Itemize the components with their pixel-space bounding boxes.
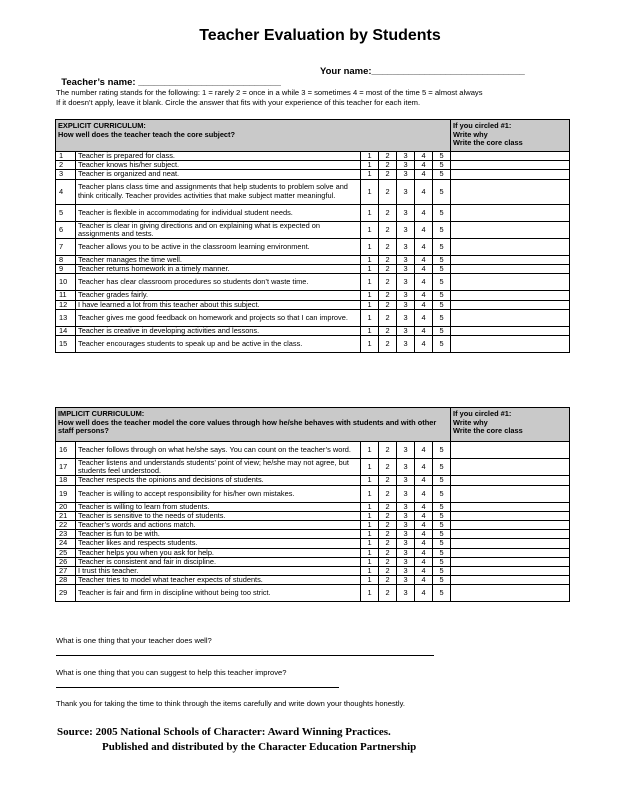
rating-option-2[interactable]: 2 bbox=[379, 539, 397, 548]
item-statement: Teacher respects the opinions and decisions of students. bbox=[76, 476, 361, 485]
item-statement: Teacher encourages students to speak up and be active in the class. bbox=[76, 336, 361, 353]
rating-option-4[interactable]: 4 bbox=[415, 309, 433, 326]
rating-option-3[interactable]: 3 bbox=[397, 557, 415, 566]
rating-option-1[interactable]: 1 bbox=[361, 336, 379, 353]
item-row-19 bbox=[56, 485, 570, 502]
comment-cell[interactable] bbox=[451, 336, 570, 353]
rating-option-5[interactable]: 5 bbox=[433, 300, 451, 309]
rating-option-3[interactable]: 3 bbox=[397, 502, 415, 511]
item-number: 3 bbox=[56, 170, 76, 179]
item-number: 11 bbox=[56, 291, 76, 300]
rating-option-3[interactable]: 3 bbox=[397, 521, 415, 530]
rating-option-3[interactable]: 3 bbox=[397, 530, 415, 539]
comment-cell[interactable] bbox=[451, 161, 570, 170]
rating-option-4[interactable]: 4 bbox=[415, 152, 433, 161]
item-number: 2 bbox=[56, 161, 76, 170]
rating-option-4[interactable]: 4 bbox=[415, 170, 433, 179]
rating-option-4[interactable]: 4 bbox=[415, 274, 433, 291]
item-statement: Teacher returns homework in a timely manner. bbox=[76, 265, 361, 274]
item-statement: Teacher has clear classroom procedures so students don’t waste time. bbox=[76, 274, 361, 291]
rating-option-5[interactable]: 5 bbox=[433, 557, 451, 566]
item-row-25 bbox=[56, 548, 570, 557]
item-statement: Teacher is consistent and fair in discipline. bbox=[76, 557, 361, 566]
rating-option-2[interactable]: 2 bbox=[379, 511, 397, 520]
implicit-side-title: If you circled #1: bbox=[453, 409, 512, 418]
implicit-heading: IMPLICIT CURRICULUM: bbox=[58, 409, 145, 418]
rating-option-2[interactable]: 2 bbox=[379, 476, 397, 485]
comment-cell[interactable] bbox=[451, 576, 570, 585]
rating-option-5[interactable]: 5 bbox=[433, 530, 451, 539]
instructions bbox=[56, 88, 616, 108]
rating-option-4[interactable]: 4 bbox=[415, 161, 433, 170]
item-statement: Teacher is flexible in accommodating for individual student needs. bbox=[76, 204, 361, 221]
rating-option-3[interactable]: 3 bbox=[397, 239, 415, 256]
comment-cell[interactable] bbox=[451, 557, 570, 566]
rating-option-2[interactable]: 2 bbox=[379, 170, 397, 179]
rating-option-3[interactable]: 3 bbox=[397, 336, 415, 353]
item-row-9 bbox=[56, 265, 570, 274]
rating-option-2[interactable]: 2 bbox=[379, 530, 397, 539]
item-statement: Teacher follows through on what he/she says. You can count on the teacher’s word. bbox=[76, 442, 361, 459]
rating-option-2[interactable]: 2 bbox=[379, 585, 397, 602]
item-row-28 bbox=[56, 576, 570, 585]
rating-option-2[interactable]: 2 bbox=[379, 300, 397, 309]
rating-option-2[interactable]: 2 bbox=[379, 291, 397, 300]
rating-option-4[interactable]: 4 bbox=[415, 502, 433, 511]
item-row-10 bbox=[56, 274, 570, 291]
rating-option-1[interactable]: 1 bbox=[361, 309, 379, 326]
rating-option-3[interactable]: 3 bbox=[397, 576, 415, 585]
item-statement: Teacher likes and respects students. bbox=[76, 539, 361, 548]
item-row-29 bbox=[56, 585, 570, 602]
item-number: 14 bbox=[56, 326, 76, 335]
comment-cell[interactable] bbox=[451, 179, 570, 204]
rating-option-3[interactable]: 3 bbox=[397, 548, 415, 557]
rating-option-2[interactable]: 2 bbox=[379, 459, 397, 476]
comment-cell[interactable] bbox=[451, 521, 570, 530]
rating-option-5[interactable]: 5 bbox=[433, 485, 451, 502]
rating-option-4[interactable]: 4 bbox=[415, 476, 433, 485]
item-number: 18 bbox=[56, 476, 76, 485]
comment-cell[interactable] bbox=[451, 442, 570, 459]
rating-option-5[interactable]: 5 bbox=[433, 179, 451, 204]
item-number: 7 bbox=[56, 239, 76, 256]
item-number: 29 bbox=[56, 585, 76, 602]
rating-option-5[interactable]: 5 bbox=[433, 539, 451, 548]
rating-option-5[interactable]: 5 bbox=[433, 521, 451, 530]
rating-option-4[interactable]: 4 bbox=[415, 204, 433, 221]
comment-cell[interactable] bbox=[451, 300, 570, 309]
question-does-well: What is one thing that your teacher does well? bbox=[56, 636, 212, 645]
rating-option-3[interactable]: 3 bbox=[397, 585, 415, 602]
rating-option-2[interactable]: 2 bbox=[379, 309, 397, 326]
item-row-17 bbox=[56, 459, 570, 476]
rating-option-4[interactable]: 4 bbox=[415, 459, 433, 476]
rating-option-1[interactable]: 1 bbox=[361, 442, 379, 459]
rating-option-5[interactable]: 5 bbox=[433, 239, 451, 256]
rating-option-1[interactable]: 1 bbox=[361, 265, 379, 274]
rating-option-4[interactable]: 4 bbox=[415, 179, 433, 204]
rating-option-5[interactable]: 5 bbox=[433, 476, 451, 485]
item-row-16 bbox=[56, 442, 570, 459]
item-statement: Teacher listens and understands students’ point of view; he/she may not agree, but students feel understood. bbox=[76, 459, 361, 476]
explicit-side-header bbox=[451, 120, 570, 152]
implicit-header-row bbox=[56, 408, 570, 442]
rating-option-3[interactable]: 3 bbox=[397, 326, 415, 335]
comment-cell[interactable] bbox=[451, 459, 570, 476]
item-row-12 bbox=[56, 300, 570, 309]
rating-option-1[interactable]: 1 bbox=[361, 239, 379, 256]
rating-option-5[interactable]: 5 bbox=[433, 585, 451, 602]
item-statement: Teacher is sensitive to the needs of students. bbox=[76, 511, 361, 520]
rating-option-4[interactable]: 4 bbox=[415, 530, 433, 539]
implicit-body bbox=[56, 408, 570, 602]
item-statement: Teacher grades fairly. bbox=[76, 291, 361, 300]
thank-you-text: Thank you for taking the time to think through the items carefully and write down your thoughts honestly. bbox=[56, 699, 405, 708]
item-statement: Teacher is fun to be with. bbox=[76, 530, 361, 539]
rating-option-1[interactable]: 1 bbox=[361, 502, 379, 511]
rating-option-2[interactable]: 2 bbox=[379, 567, 397, 576]
rating-option-5[interactable]: 5 bbox=[433, 326, 451, 335]
explicit-side-line2: Write the core class bbox=[453, 138, 523, 148]
rating-option-4[interactable]: 4 bbox=[415, 576, 433, 585]
rating-option-1[interactable]: 1 bbox=[361, 204, 379, 221]
comment-cell[interactable] bbox=[451, 221, 570, 238]
item-number: 17 bbox=[56, 459, 76, 476]
comment-cell[interactable] bbox=[451, 485, 570, 502]
rating-option-3[interactable]: 3 bbox=[397, 459, 415, 476]
implicit-subheading: How well does the teacher model the core values through how he/she behaves with students and with other staff persons? bbox=[58, 417, 437, 436]
rating-option-1[interactable]: 1 bbox=[361, 459, 379, 476]
rating-option-1[interactable]: 1 bbox=[361, 256, 379, 265]
rating-option-1[interactable]: 1 bbox=[361, 548, 379, 557]
item-number: 1 bbox=[56, 152, 76, 161]
rating-option-4[interactable]: 4 bbox=[415, 539, 433, 548]
source-line-2: Published and distributed by the Character Education Partnership bbox=[102, 741, 417, 753]
rating-option-3[interactable]: 3 bbox=[397, 442, 415, 459]
rating-option-3[interactable]: 3 bbox=[397, 511, 415, 520]
item-row-4 bbox=[56, 179, 570, 204]
item-number: 15 bbox=[56, 336, 76, 353]
rating-option-4[interactable]: 4 bbox=[415, 256, 433, 265]
rating-option-3[interactable]: 3 bbox=[397, 221, 415, 238]
rating-option-3[interactable]: 3 bbox=[397, 152, 415, 161]
comment-cell[interactable] bbox=[451, 309, 570, 326]
source-citation bbox=[57, 725, 416, 755]
item-statement: Teacher is clear in giving directions and on explaining what is expected on assignments and tests. bbox=[76, 221, 361, 238]
rating-option-1[interactable]: 1 bbox=[361, 300, 379, 309]
source-line-1: Source: 2005 National Schools of Character: Award Winning Practices. bbox=[57, 726, 391, 738]
rating-option-5[interactable]: 5 bbox=[433, 152, 451, 161]
implicit-side-line1: Write why bbox=[453, 417, 488, 427]
explicit-side-line1: Write why bbox=[453, 129, 488, 139]
teacher-name-field[interactable]: Teacher’s name: ___________________________ bbox=[61, 77, 281, 88]
item-statement: Teacher is fair and firm in discipline without being too strict. bbox=[76, 585, 361, 602]
rating-option-1[interactable]: 1 bbox=[361, 576, 379, 585]
item-row-15 bbox=[56, 336, 570, 353]
rating-option-1[interactable]: 1 bbox=[361, 530, 379, 539]
item-number: 5 bbox=[56, 204, 76, 221]
rating-option-5[interactable]: 5 bbox=[433, 511, 451, 520]
rating-option-2[interactable]: 2 bbox=[379, 336, 397, 353]
comment-cell[interactable] bbox=[451, 265, 570, 274]
rating-option-1[interactable]: 1 bbox=[361, 179, 379, 204]
rating-option-5[interactable]: 5 bbox=[433, 265, 451, 274]
rating-option-2[interactable]: 2 bbox=[379, 326, 397, 335]
rating-option-1[interactable]: 1 bbox=[361, 274, 379, 291]
item-number: 4 bbox=[56, 179, 76, 204]
item-row-13 bbox=[56, 309, 570, 326]
rating-option-3[interactable]: 3 bbox=[397, 300, 415, 309]
comment-cell[interactable] bbox=[451, 548, 570, 557]
rating-option-2[interactable]: 2 bbox=[379, 502, 397, 511]
item-statement: I trust this teacher. bbox=[76, 567, 361, 576]
rating-option-1[interactable]: 1 bbox=[361, 585, 379, 602]
rating-option-2[interactable]: 2 bbox=[379, 152, 397, 161]
item-statement: Teacher is willing to accept responsibility for his/her own mistakes. bbox=[76, 485, 361, 502]
rating-option-4[interactable]: 4 bbox=[415, 300, 433, 309]
rating-option-2[interactable]: 2 bbox=[379, 265, 397, 274]
item-row-5 bbox=[56, 204, 570, 221]
rating-option-1[interactable]: 1 bbox=[361, 476, 379, 485]
item-statement: Teacher plans class time and assignments that help students to problem solve and think critically. Teacher provides activities that make subject matter meaningful. bbox=[76, 179, 361, 204]
rating-option-5[interactable]: 5 bbox=[433, 170, 451, 179]
item-number: 25 bbox=[56, 548, 76, 557]
comment-cell[interactable] bbox=[451, 476, 570, 485]
rating-option-1[interactable]: 1 bbox=[361, 557, 379, 566]
rating-option-5[interactable]: 5 bbox=[433, 576, 451, 585]
item-statement: Teacher knows his/her subject. bbox=[76, 161, 361, 170]
item-row-14 bbox=[56, 326, 570, 335]
item-row-6 bbox=[56, 221, 570, 238]
explicit-subheading: How well does the teacher teach the core subject? bbox=[58, 129, 236, 139]
item-statement: Teacher tries to model what teacher expects of students. bbox=[76, 576, 361, 585]
rating-option-2[interactable]: 2 bbox=[379, 548, 397, 557]
item-number: 19 bbox=[56, 485, 76, 502]
rating-option-3[interactable]: 3 bbox=[397, 274, 415, 291]
implicit-curriculum-table bbox=[55, 407, 570, 602]
item-number: 12 bbox=[56, 300, 76, 309]
rating-option-3[interactable]: 3 bbox=[397, 170, 415, 179]
item-statement: Teacher manages the time well. bbox=[76, 256, 361, 265]
answer-line-2[interactable] bbox=[56, 687, 339, 688]
item-number: 20 bbox=[56, 502, 76, 511]
rating-option-4[interactable]: 4 bbox=[415, 221, 433, 238]
explicit-side-title: If you circled #1: bbox=[453, 121, 512, 130]
rating-option-5[interactable]: 5 bbox=[433, 567, 451, 576]
implicit-side-line2: Write the core class bbox=[453, 426, 523, 436]
rating-option-1[interactable]: 1 bbox=[361, 485, 379, 502]
rating-option-4[interactable]: 4 bbox=[415, 557, 433, 566]
rating-option-3[interactable]: 3 bbox=[397, 309, 415, 326]
rating-option-3[interactable]: 3 bbox=[397, 204, 415, 221]
item-statement: Teacher helps you when you ask for help. bbox=[76, 548, 361, 557]
item-row-24 bbox=[56, 539, 570, 548]
item-number: 24 bbox=[56, 539, 76, 548]
explicit-header-row bbox=[56, 120, 570, 152]
rating-option-4[interactable]: 4 bbox=[415, 511, 433, 520]
comment-cell[interactable] bbox=[451, 502, 570, 511]
rating-option-2[interactable]: 2 bbox=[379, 256, 397, 265]
item-row-11 bbox=[56, 291, 570, 300]
rating-option-1[interactable]: 1 bbox=[361, 152, 379, 161]
rating-option-5[interactable]: 5 bbox=[433, 291, 451, 300]
item-statement: Teacher is creative in developing activities and lessons. bbox=[76, 326, 361, 335]
item-statement: Teacher’s words and actions match. bbox=[76, 521, 361, 530]
comment-cell[interactable] bbox=[451, 204, 570, 221]
rating-option-5[interactable]: 5 bbox=[433, 274, 451, 291]
item-row-20 bbox=[56, 502, 570, 511]
rating-option-2[interactable]: 2 bbox=[379, 485, 397, 502]
rating-option-2[interactable]: 2 bbox=[379, 576, 397, 585]
rating-option-5[interactable]: 5 bbox=[433, 256, 451, 265]
rating-option-4[interactable]: 4 bbox=[415, 585, 433, 602]
comment-cell[interactable] bbox=[451, 152, 570, 161]
rating-option-3[interactable]: 3 bbox=[397, 161, 415, 170]
comment-cell[interactable] bbox=[451, 511, 570, 520]
comment-cell[interactable] bbox=[451, 274, 570, 291]
item-row-3 bbox=[56, 170, 570, 179]
item-number: 27 bbox=[56, 567, 76, 576]
comment-cell[interactable] bbox=[451, 239, 570, 256]
page-title: Teacher Evaluation by Students bbox=[199, 27, 441, 44]
item-number: 10 bbox=[56, 274, 76, 291]
rating-option-1[interactable]: 1 bbox=[361, 567, 379, 576]
item-number: 22 bbox=[56, 521, 76, 530]
rating-option-5[interactable]: 5 bbox=[433, 204, 451, 221]
rating-option-2[interactable]: 2 bbox=[379, 557, 397, 566]
comment-cell[interactable] bbox=[451, 567, 570, 576]
rating-option-5[interactable]: 5 bbox=[433, 548, 451, 557]
rating-option-4[interactable]: 4 bbox=[415, 521, 433, 530]
comment-cell[interactable] bbox=[451, 256, 570, 265]
rating-option-1[interactable]: 1 bbox=[361, 170, 379, 179]
item-statement: Teacher is prepared for class. bbox=[76, 152, 361, 161]
rating-option-3[interactable]: 3 bbox=[397, 291, 415, 300]
comment-cell[interactable] bbox=[451, 170, 570, 179]
rating-option-1[interactable]: 1 bbox=[361, 291, 379, 300]
question-improve: What is one thing that you can suggest to help this teacher improve? bbox=[56, 668, 287, 677]
item-row-7 bbox=[56, 239, 570, 256]
item-number: 9 bbox=[56, 265, 76, 274]
answer-line-1[interactable] bbox=[56, 655, 434, 656]
rating-option-1[interactable]: 1 bbox=[361, 521, 379, 530]
comment-cell[interactable] bbox=[451, 530, 570, 539]
item-number: 16 bbox=[56, 442, 76, 459]
rating-option-5[interactable]: 5 bbox=[433, 336, 451, 353]
rating-option-1[interactable]: 1 bbox=[361, 326, 379, 335]
comment-cell[interactable] bbox=[451, 539, 570, 548]
rating-option-2[interactable]: 2 bbox=[379, 221, 397, 238]
rating-option-1[interactable]: 1 bbox=[361, 511, 379, 520]
item-statement: Teacher is organized and neat. bbox=[76, 170, 361, 179]
rating-option-2[interactable]: 2 bbox=[379, 161, 397, 170]
rating-option-4[interactable]: 4 bbox=[415, 442, 433, 459]
rating-option-1[interactable]: 1 bbox=[361, 221, 379, 238]
item-number: 26 bbox=[56, 557, 76, 566]
item-number: 6 bbox=[56, 221, 76, 238]
rating-option-5[interactable]: 5 bbox=[433, 161, 451, 170]
comment-cell[interactable] bbox=[451, 326, 570, 335]
instruction-line-2: If it doesn’t apply, leave it blank. Circle the answer that fits with your experience of this teacher for each item. bbox=[56, 98, 421, 107]
implicit-header bbox=[56, 408, 451, 442]
implicit-side-header bbox=[451, 408, 570, 442]
rating-option-3[interactable]: 3 bbox=[397, 179, 415, 204]
rating-option-3[interactable]: 3 bbox=[397, 485, 415, 502]
comment-cell[interactable] bbox=[451, 291, 570, 300]
item-number: 28 bbox=[56, 576, 76, 585]
rating-option-5[interactable]: 5 bbox=[433, 502, 451, 511]
rating-option-4[interactable]: 4 bbox=[415, 291, 433, 300]
rating-option-1[interactable]: 1 bbox=[361, 161, 379, 170]
student-name-field[interactable]: Your name:_____________________________ bbox=[320, 66, 525, 77]
item-number: 8 bbox=[56, 256, 76, 265]
rating-option-2[interactable]: 2 bbox=[379, 204, 397, 221]
instruction-line-1: The number rating stands for the following: 1 = rarely 2 = once in a while 3 = sometimes 4 = most of the time 5 = almost always bbox=[56, 88, 483, 97]
item-statement: Teacher is willing to learn from students. bbox=[76, 502, 361, 511]
rating-option-2[interactable]: 2 bbox=[379, 521, 397, 530]
item-statement: Teacher gives me good feedback on homework and projects so that I can improve. bbox=[76, 309, 361, 326]
rating-option-2[interactable]: 2 bbox=[379, 274, 397, 291]
rating-option-2[interactable]: 2 bbox=[379, 239, 397, 256]
rating-option-3[interactable]: 3 bbox=[397, 265, 415, 274]
rating-option-5[interactable]: 5 bbox=[433, 221, 451, 238]
rating-option-2[interactable]: 2 bbox=[379, 442, 397, 459]
rating-option-4[interactable]: 4 bbox=[415, 326, 433, 335]
rating-option-4[interactable]: 4 bbox=[415, 239, 433, 256]
explicit-curriculum-table bbox=[55, 119, 570, 353]
item-statement: I have learned a lot from this teacher about this subject. bbox=[76, 300, 361, 309]
item-statement: Teacher allows you to be active in the classroom learning environment. bbox=[76, 239, 361, 256]
rating-option-4[interactable]: 4 bbox=[415, 548, 433, 557]
explicit-body bbox=[56, 120, 570, 353]
explicit-header bbox=[56, 120, 451, 152]
rating-option-5[interactable]: 5 bbox=[433, 309, 451, 326]
rating-option-3[interactable]: 3 bbox=[397, 539, 415, 548]
item-number: 21 bbox=[56, 511, 76, 520]
rating-option-3[interactable]: 3 bbox=[397, 476, 415, 485]
rating-option-5[interactable]: 5 bbox=[433, 442, 451, 459]
item-number: 23 bbox=[56, 530, 76, 539]
rating-option-3[interactable]: 3 bbox=[397, 567, 415, 576]
comment-cell[interactable] bbox=[451, 585, 570, 602]
rating-option-4[interactable]: 4 bbox=[415, 265, 433, 274]
rating-option-5[interactable]: 5 bbox=[433, 459, 451, 476]
rating-option-4[interactable]: 4 bbox=[415, 567, 433, 576]
rating-option-3[interactable]: 3 bbox=[397, 256, 415, 265]
rating-option-4[interactable]: 4 bbox=[415, 485, 433, 502]
item-row-18 bbox=[56, 476, 570, 485]
rating-option-4[interactable]: 4 bbox=[415, 336, 433, 353]
explicit-heading: EXPLICIT CURRICULUM: bbox=[58, 121, 146, 130]
rating-option-1[interactable]: 1 bbox=[361, 539, 379, 548]
item-number: 13 bbox=[56, 309, 76, 326]
rating-option-2[interactable]: 2 bbox=[379, 179, 397, 204]
